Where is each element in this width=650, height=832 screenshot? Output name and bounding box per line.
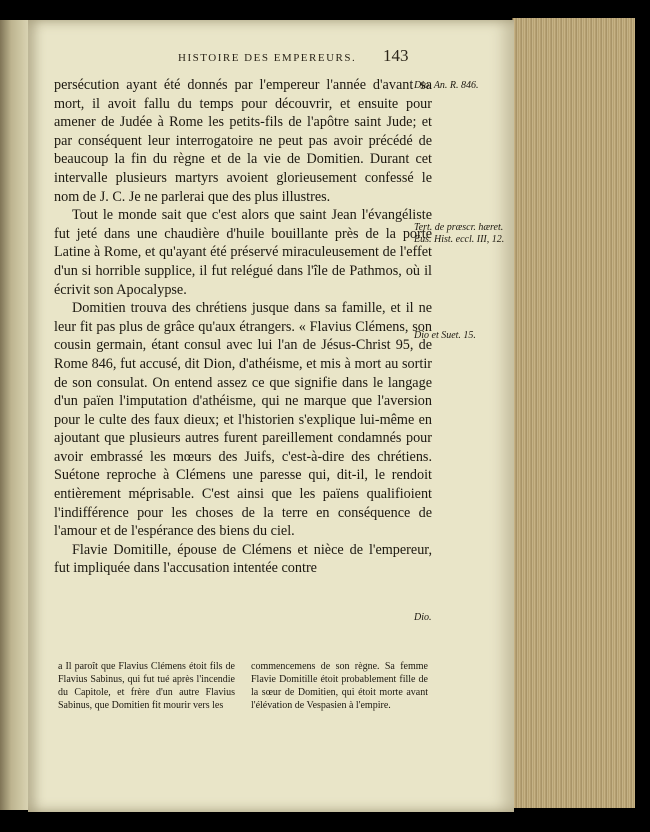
running-title: HISTOIRE DES EMPEREURS.: [178, 52, 357, 64]
footnote-column: commencemens de son règne. Sa femme Flavie Domitille étoit probablement fille de la sœur de Domitien, qui étoit morte avant l'élévation de Vespasien à l'empire.: [251, 661, 428, 711]
margin-note: Dio et Suet. 15.: [414, 330, 476, 341]
paragraph: Domitien trouva des chrétiens jusque dans sa famille, et il ne leur fit pas plus de grâce qu'aux étrangers. « Flavius Clémens, son cousin germain, étant consul avec lui l'an de Jésus-Christ 95, de Rome 846, fut accusé, dit Dion, d'athéisme, et mis à mort au sortir de son consulat. On entend assez ce que signifie dans le langage d'un païen l'imputation d'athéisme, qui ne marque que l'aversion pour le culte des faux dieux; et l'historien s'explique lui-même en ajoutant que plusieurs autres furent pareillement condamnés pour avoir embrassé les mœurs des Juifs, c'est-à-dire des chrétiens. Suétone reproche à Clémens une paresse qui, dit-il, le rendoit entièrement méprisable. C'est ainsi que les païens qualifioient l'indifférence pour les choses de la terre en conséquence de l'amour et de l'espérance des biens du ciel.: [54, 300, 432, 540]
paragraph: persécution ayant été donnés par l'empereur l'année d'avant sa mort, il avoit fallu du temps pour découvrir, et ensuite pour amener de Judée à Rome les petits-fils de l'apôtre saint Jude; et par conséquent leur interrogatoire ne peut pas avoir précédé de beaucoup la fin du règne et de la vie de Domitien. Durant cet intervalle plusieurs martyrs avoient glorieusement confessé le nom de J. C. Je ne parlerai que des plus illustres.: [54, 77, 432, 205]
facing-page-edge: [0, 20, 28, 810]
paragraph: Flavie Domitille, épouse de Clémens et nièce de l'empereur, fut impliquée dans l'accusation intentée contre: [54, 541, 432, 577]
margin-note: Dio. An. R. 846.: [414, 80, 479, 91]
margin-note: Tert. de præscr. hæret. Eus. Hist. eccl. III, 12.: [414, 222, 505, 245]
footnote-column: a Il paroît que Flavius Clémens étoit fils de Flavius Sabinus, qui fut tué après l'incendie du Capitole, et frère d'un autre Flavius Sabinus, que Domitien fit mourir vers les: [58, 661, 235, 711]
page-block-edge: [512, 18, 635, 808]
footnotes: [58, 660, 428, 712]
book-page: [28, 20, 514, 812]
body-text: [54, 76, 432, 578]
paragraph: Tout le monde sait que c'est alors que saint Jean l'évangéliste fut jeté dans une chaudière d'huile bouillante près de la porte Latine à Rome, et qu'ayant été préservé miraculeusement de l'effet d'un si horrible supplice, il fut relégué dans l'île de Pathmos, où il écrivit son Apocalypse.: [54, 207, 432, 298]
page-header: [28, 46, 514, 70]
margin-note: Dio.: [414, 612, 432, 623]
page-number: 143: [383, 46, 409, 65]
